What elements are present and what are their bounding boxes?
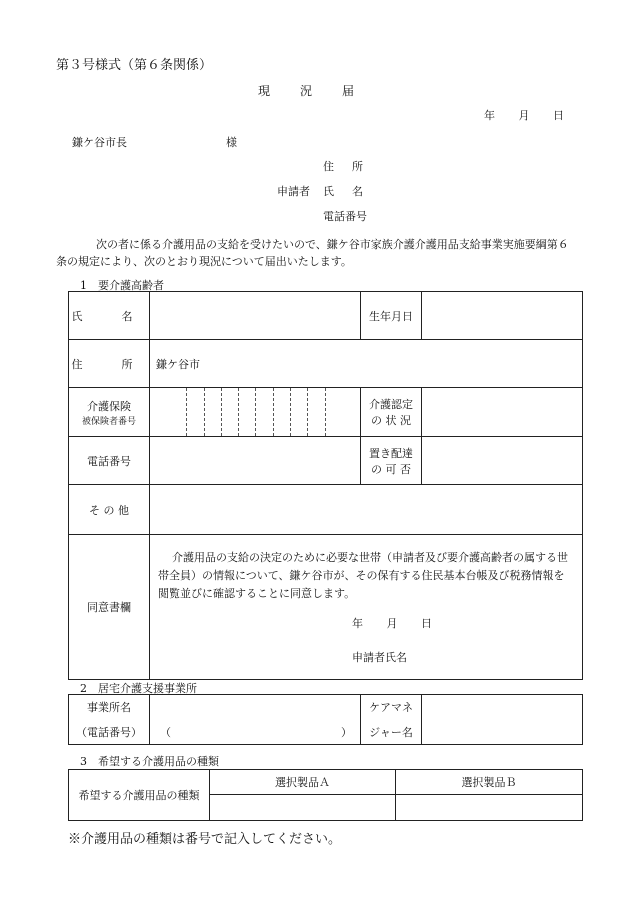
form-number: 第３号様式（第６条関係） <box>56 58 213 73</box>
applicant-label: 申請者 <box>277 185 310 198</box>
consent-text: 介護用品の支給の決定のために必要な世帯（申請者及び要介護高齢者の属する世帯全員）の情報について、鎌ケ谷市が、その保有する住民基本台帳及び税務情報を閲覧並びに確認することに同意します。 <box>158 551 568 600</box>
other-label-cell: そ の 他 <box>69 485 150 535</box>
other-field[interactable] <box>150 485 583 535</box>
section2-heading: 2 居宅介護支援事業所 <box>80 682 197 695</box>
section1-heading: 1 要介護高齢者 <box>80 279 164 292</box>
addressee: 鎌ケ谷市長 <box>72 136 127 149</box>
care-manager-field[interactable] <box>422 695 583 745</box>
delivery-label-2: の 可 否 <box>371 462 411 476</box>
intro-paragraph: 次の者に係る介護用品の支給を受けたいので、鎌ケ谷市家族介護介護用品支給事業実施要綱第６条の規定により、次のとおり現況について届出いたします。 <box>56 238 569 268</box>
consent-date: 年 月 日 <box>352 617 432 630</box>
insurance-label-1: 介護保険 <box>87 399 131 413</box>
address-label-cell: 住 所 <box>69 340 150 388</box>
address-value: 鎌ケ谷市 <box>156 357 200 371</box>
section3-heading: 3 希望する介護用品の種類 <box>80 755 219 768</box>
office-tel-label-cell: （電話番号） <box>69 720 150 745</box>
cm-label-cell-1: ケアマネ <box>361 695 422 720</box>
delivery-label-cell <box>361 437 422 485</box>
cert-label-cell <box>361 388 422 437</box>
office-name-field[interactable] <box>150 695 361 720</box>
care-office-table <box>68 694 583 745</box>
footnote: ※介護用品の種類は番号で記入してください。 <box>68 832 342 847</box>
cert-label-1: 介護認定 <box>369 398 413 411</box>
birth-date-field[interactable] <box>422 292 583 340</box>
applicant-address-label: 住所 <box>323 160 381 173</box>
elderly-address-field[interactable] <box>150 340 583 388</box>
supplies-table <box>68 769 583 821</box>
office-tel-field[interactable] <box>150 720 361 745</box>
product-b-field[interactable] <box>396 795 583 821</box>
consent-signature-label: 申請者氏名 <box>352 651 407 664</box>
cm-label-cell-2: ジャー名 <box>361 720 422 745</box>
name-label-cell: 氏 名 <box>69 292 150 340</box>
delivery-field[interactable] <box>422 437 583 485</box>
cert-status-field[interactable] <box>422 388 583 437</box>
cert-label-2: の 状 況 <box>371 414 411 427</box>
product-b-header: 選択製品Ｂ <box>396 770 583 795</box>
office-label-cell: 事業所名 <box>69 695 150 720</box>
product-a-header: 選択製品Ａ <box>210 770 396 795</box>
applicant-name-label: 氏名 <box>323 185 381 198</box>
consent-cell <box>150 535 583 680</box>
document-title: 現況届 <box>258 84 385 98</box>
delivery-label-1: 置き配達 <box>369 446 413 460</box>
applicant-tel-label: 電話番号 <box>323 210 367 223</box>
tel-paren-open: （ <box>160 725 171 739</box>
elderly-info-table <box>68 291 583 680</box>
elderly-name-field[interactable] <box>150 292 361 340</box>
consent-label-cell: 同意書欄 <box>69 535 150 680</box>
insurance-number-field[interactable] <box>150 388 361 437</box>
product-a-field[interactable] <box>210 795 396 821</box>
tel-paren-close: ） <box>341 725 352 739</box>
tel-label-cell: 電話番号 <box>69 437 150 485</box>
supplies-label-cell: 希望する介護用品の種類 <box>69 770 210 821</box>
elderly-tel-field[interactable] <box>150 437 361 485</box>
addressee-honorific: 様 <box>226 136 237 149</box>
insurance-label-cell <box>69 388 150 437</box>
birth-label-cell: 生年月日 <box>361 292 422 340</box>
insurance-label-2: 被保険者番号 <box>81 416 136 427</box>
date-line: 年 月 日 <box>484 109 564 122</box>
